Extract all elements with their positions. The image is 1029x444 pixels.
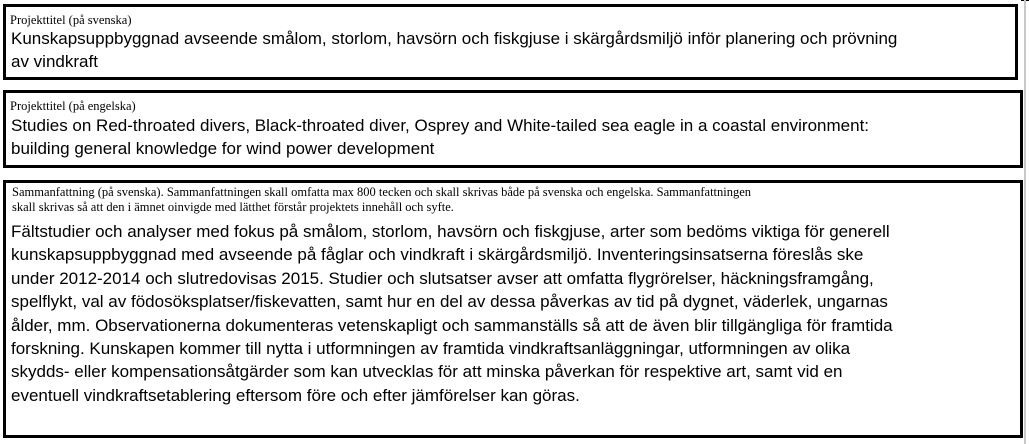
page-edge-right [1024,0,1026,444]
project-title-swedish-label: Projekttitel (på svenska) [10,13,132,27]
project-title-swedish-text[interactable]: Kunskapsuppbyggnad avseende smålom, storlom, havsörn och fiskgjuse i skärgårdsmiljö inför planering och prövning av vindkraft [11,29,898,71]
summary-swedish-label: Sammanfattning (på svenska). Sammanfattningen skall omfatta max 800 tecken och skall skrivas både på svenska och engelska. Sammanfattningen skall skrivas så att den i ämnet oinvigde med lätthet förstår projektets innehåll och syfte. [12,185,752,214]
summary-swedish-box [3,180,1023,438]
project-title-english-label: Projekttitel (på engelska) [10,99,136,113]
project-title-english-box [3,90,1023,168]
summary-swedish-text[interactable]: Fältstudier och analyser med fokus på smålom, storlom, havsörn och fiskgjuse, arter som bedöms viktiga för generell kunskapsuppbyggnad med avseende på fåglar och vindkraft i skärgårdsmiljö. Inventeringsinsatserna föreslås ske under 2012-2014 och slutredovisas 2015. Studier och slutsatser avser att omfatta flygrörelser, häckningsframgång, spelflykt, val av födosöksplatser/fiskevatten, samt hur en del av dessa påverkas av tid på dygnet, väderlek, ungarnas ålder, mm. Observationerna dokumenteras vetenskapligt och sammanställs så att de även blir tillgängliga för framtida forskning. Kunskapen kommer till nytta i utformningen av framtida vindkraftsanläggningar, utformningen av olika skydds- eller kompensationsåtgärder som kan utvecklas för att minska påverkan för respektive art, samt vid en eventuell vindkraftsetablering eftersom före och efter jämförelser kan göras. [11,222,893,405]
project-title-english-text[interactable]: Studies on Red-throated divers, Black-throated diver, Osprey and White-tailed sea eagle in a coastal environment: building general knowledge for wind power development [11,116,870,158]
project-title-swedish-box [3,4,1018,80]
